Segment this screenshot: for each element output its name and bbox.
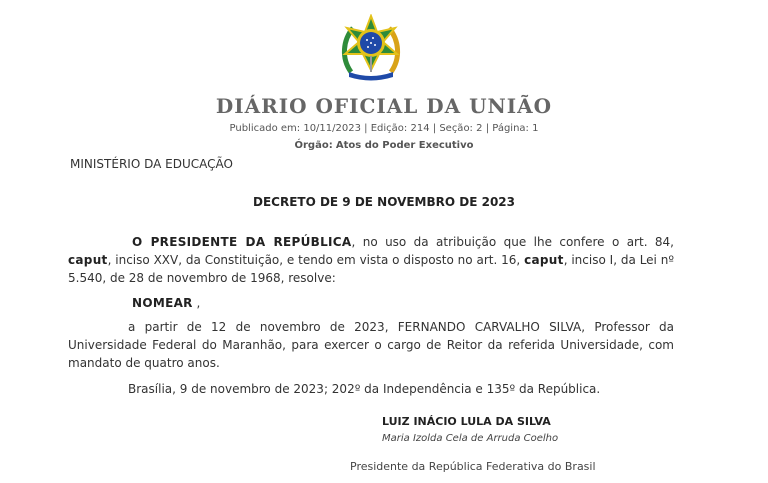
preamble-text-1: , no uso da atribuição que lhe confere o art. 84,: [351, 235, 674, 249]
verb-nomear: NOMEAR: [132, 296, 193, 310]
section-label: Seção:: [439, 123, 473, 134]
preamble-text-2: , inciso XXV, da Constituição, e tendo em vista o disposto no art. 16,: [107, 253, 521, 267]
caput-2: caput: [524, 253, 564, 267]
publication-title: DIÁRIO OFICIAL DA UNIÃO: [215, 94, 553, 118]
organ-name: Atos do Poder Executivo: [335, 140, 474, 151]
decree-title: DECRETO DE 9 DE NOVEMBRO DE 2023: [252, 195, 515, 209]
preamble-subject: O PRESIDENTE DA REPÚBLICA: [132, 235, 352, 249]
preamble-paragraph: [68, 233, 674, 287]
separator: |: [485, 123, 490, 134]
preamble-text-3: , inciso I, da Lei nº 5.540, de 28 de novembro de 1968, resolve:: [68, 253, 674, 285]
body-text: a partir de 12 de novembro de 2023, FERNANDO CARVALHO SILVA, Professor da Universidade Federal do Maranhão, para exercer o cargo de Reitor da referida Universidade, com mandato de quatro anos.: [68, 320, 674, 370]
brazil-coat-of-arms-icon: [337, 14, 405, 82]
organ-line: [0, 140, 768, 151]
separator: |: [432, 123, 437, 134]
section: 2: [476, 123, 483, 134]
page-label: Página:: [492, 123, 529, 134]
edition-label: Edição:: [370, 123, 408, 134]
edition: 214: [410, 123, 430, 134]
signer-position: Presidente da República Federativa do Brasil: [350, 460, 596, 473]
pub-date-label: Publicado em:: [229, 123, 301, 134]
signer-name: LUIZ INÁCIO LULA DA SILVA: [382, 415, 551, 428]
closing-paragraph: [68, 380, 674, 398]
pub-date: 10/11/2023: [303, 123, 361, 134]
page-number: 1: [532, 123, 539, 134]
publication-info: [0, 123, 768, 134]
separator: |: [364, 123, 368, 134]
ministry-name: MINISTÉRIO DA EDUCAÇÃO: [70, 157, 233, 171]
verb-paragraph: [68, 294, 674, 312]
verb-suffix: ,: [196, 296, 201, 310]
body-paragraph: [68, 318, 674, 372]
organ-label: Órgão:: [294, 140, 333, 151]
closing-text: Brasília, 9 de novembro de 2023; 202º da Independência e 135º da República.: [128, 382, 601, 396]
cosigner-name: Maria Izolda Cela de Arruda Coelho: [382, 433, 559, 444]
caput-1: caput: [68, 253, 108, 267]
